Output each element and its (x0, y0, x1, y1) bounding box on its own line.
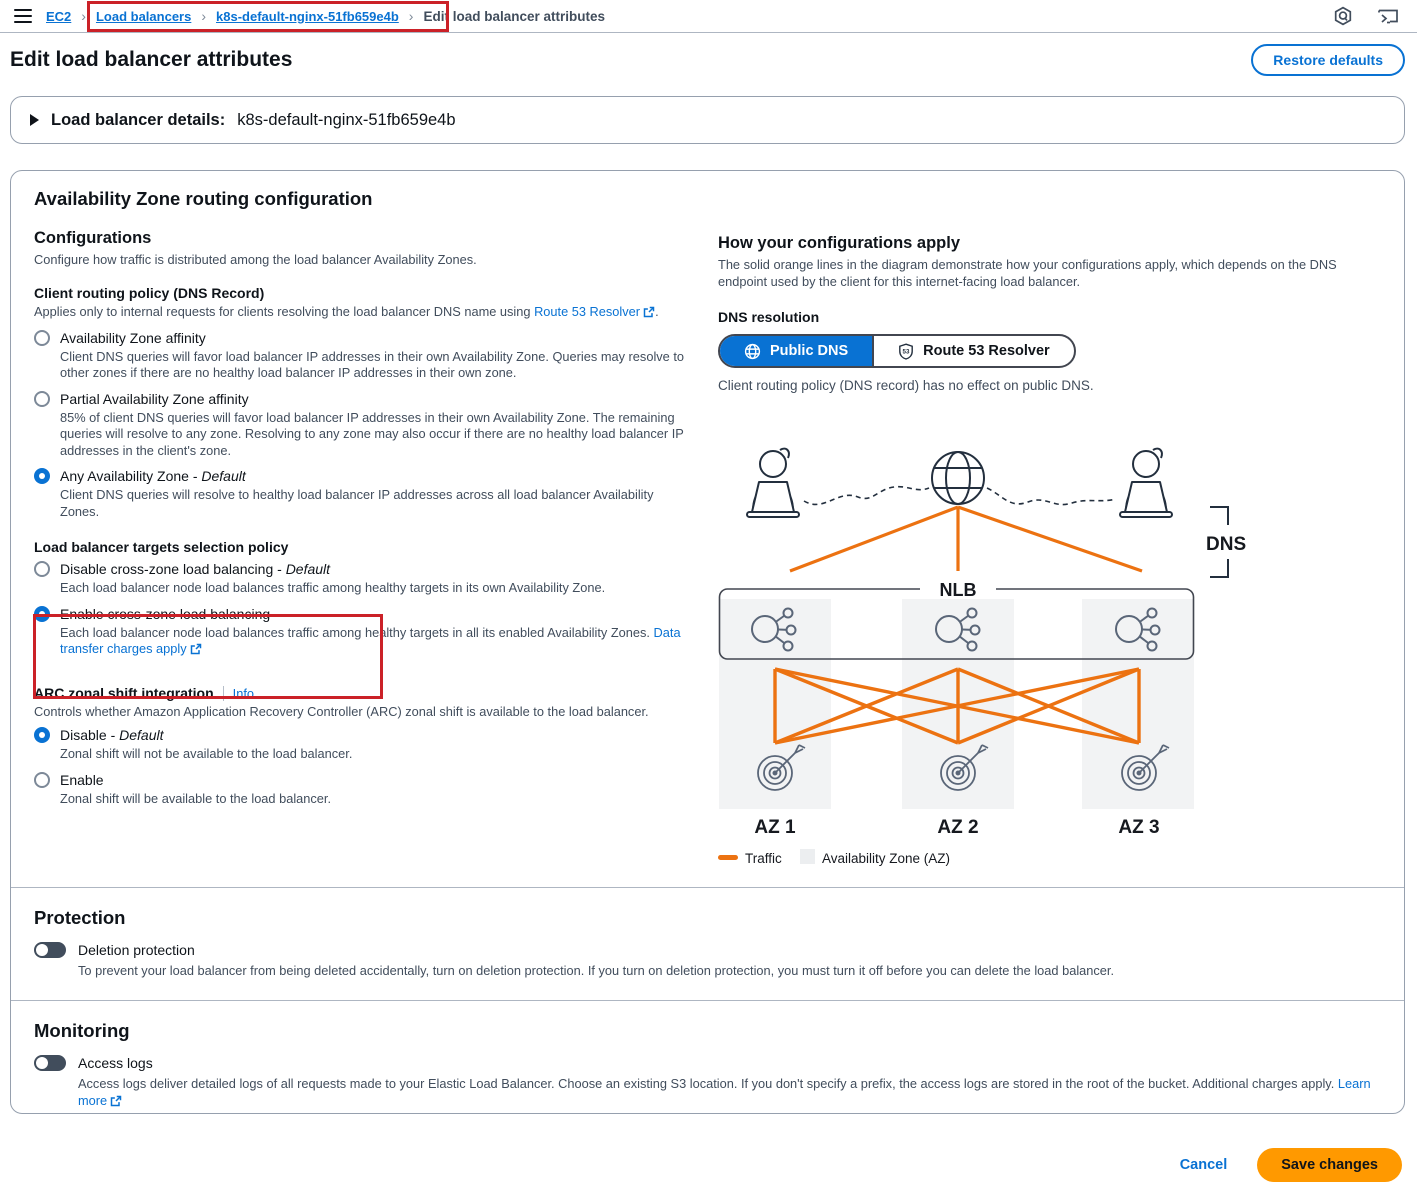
radio-option-any-az (34, 467, 689, 520)
option-description: Client DNS queries will favor load balancer IP addresses in their own Availability Zone. Queries may resolve to other zones if there are no healthy load balancer IP addresses in their own zone. (60, 348, 685, 380)
tab-public-dns[interactable] (720, 336, 872, 366)
option-label: Any Availability Zone - (60, 468, 202, 484)
option-label: Enable (60, 771, 104, 788)
breadcrumb (46, 8, 605, 24)
legend-az-swatch (800, 849, 815, 864)
deletion-protection-label: Deletion protection (78, 942, 195, 958)
option-label: Availability Zone affinity (60, 329, 206, 346)
external-link-icon (643, 306, 655, 318)
radio-option-arc-disable (34, 726, 689, 763)
console-top-bar (0, 0, 1417, 33)
breadcrumb-load-balancer-name[interactable]: k8s-default-nginx-51fb659e4b (216, 8, 399, 24)
az2-label: AZ 2 (937, 817, 979, 838)
radio-az-affinity[interactable] (34, 330, 50, 346)
breadcrumb-current-page: Edit load balancer attributes (423, 8, 606, 24)
radio-option-partial-az-affinity (34, 390, 689, 460)
option-description: Zonal shift will not be available to the load balancer. (60, 746, 353, 761)
radio-enable-cross-zone[interactable] (34, 606, 50, 622)
radio-option-enable-cross-zone (34, 605, 689, 658)
option-description: Client DNS queries will resolve to healthy load balancer IP addresses across all load balancer Availability Zones. (60, 487, 654, 519)
external-link-icon (190, 643, 202, 655)
configurations-description: Configure how traffic is distributed among the load balancer Availability Zones. (34, 252, 477, 267)
option-label: Disable cross-zone load balancing - (60, 561, 286, 577)
option-description: 85% of client DNS queries will favor load balancer IP addresses in their own Availability Zone. The remaining queries will resolve to any zone. Resolving to any zone may also occur if there are no healthy load balancer IP addresses in the client's zone. (60, 409, 684, 458)
radio-arc-disable[interactable] (34, 727, 50, 743)
radio-arc-enable[interactable] (34, 772, 50, 788)
legend-traffic-swatch (718, 855, 738, 860)
az3-label: AZ 3 (1118, 817, 1160, 838)
deletion-protection-toggle[interactable] (34, 942, 66, 958)
option-label-default: Default (285, 561, 331, 577)
public-dns-note: Client routing policy (DNS record) has no effect on public DNS. (718, 378, 1094, 393)
cloudshell-icon[interactable] (1377, 6, 1399, 26)
tab-route53-resolver[interactable] (872, 336, 1074, 366)
details-value: k8s-default-nginx-51fb659e4b (237, 110, 456, 129)
client-routing-policy-description (34, 304, 689, 321)
option-label: Enable cross-zone load balancing (60, 605, 271, 622)
monitoring-section (11, 1000, 1404, 1114)
page-title: Edit load balancer attributes (10, 48, 293, 71)
how-configurations-apply-title: How your configurations apply (718, 234, 961, 252)
internet-globe-icon (932, 452, 984, 504)
legend-az-label: Availability Zone (AZ) (822, 851, 951, 866)
nlb-label: NLB (939, 580, 977, 600)
external-link-icon (110, 1095, 122, 1107)
az-routing-title: Availability Zone routing configuration (34, 188, 373, 209)
arc-zonal-shift-label: ARC zonal shift integration (34, 684, 214, 701)
breadcrumb-load-balancers[interactable]: Load balancers (95, 8, 192, 24)
radio-any-az[interactable] (34, 468, 50, 484)
globe-icon (744, 343, 761, 360)
access-logs-description (78, 1075, 1381, 1109)
breadcrumb-separator: › (81, 8, 86, 24)
load-balancer-details-expander[interactable] (10, 96, 1405, 144)
cancel-button[interactable]: Cancel (1179, 1157, 1228, 1173)
learn-more-link[interactable]: Learn more (78, 1076, 1371, 1108)
radio-option-disable-cross-zone (34, 560, 689, 597)
az-routing-section (11, 171, 1404, 887)
form-actions (1180, 1148, 1402, 1182)
client-routing-desc-text: Applies only to internal requests for clients resolving the load balancer DNS name using (34, 304, 535, 319)
protection-title: Protection (34, 907, 126, 928)
how-configurations-apply-description: The solid orange lines in the diagram demonstrate how your configurations apply, which depends on the DNS endpoint used by the client for this internet-facing load balancer. (718, 257, 1337, 289)
configuration-diagram (718, 421, 1278, 881)
az1-label: AZ 1 (754, 817, 796, 838)
dns-resolution-segmented-control (718, 334, 1076, 368)
arc-info-link[interactable]: Info (223, 686, 254, 701)
amazon-q-icon[interactable] (1333, 6, 1353, 26)
access-logs-toggle[interactable] (34, 1055, 66, 1071)
access-logs-desc-text: Access logs deliver detailed logs of all requests made to your Elastic Load Balancer. Choose an existing S3 location. If you don't specify a prefix, the access logs are stored in the root of the bucket. Additional charges apply. (78, 1076, 1338, 1091)
details-label: Load balancer details: (51, 110, 226, 129)
route53-resolver-link[interactable]: Route 53 Resolver (534, 304, 641, 319)
save-changes-button[interactable]: Save changes (1257, 1148, 1402, 1182)
deletion-protection-description: To prevent your load balancer from being deleted accidentally, turn on deletion protection. If you turn on deletion protection, you must turn it off before you can delete the load balancer. (78, 963, 1115, 978)
protection-section (11, 887, 1404, 1000)
menu-icon[interactable] (14, 9, 32, 23)
user-laptop-icon (747, 449, 799, 517)
dns-diagram-label: DNS (1206, 534, 1247, 555)
monitoring-title: Monitoring (34, 1020, 130, 1041)
arc-description: Controls whether Amazon Application Recovery Controller (ARC) zonal shift is available to the load balancer. (34, 703, 649, 719)
svg-text:53: 53 (902, 348, 910, 356)
radio-option-az-affinity (34, 329, 689, 382)
data-transfer-charges-link[interactable]: Data transfer charges apply (60, 624, 681, 656)
option-description (60, 625, 689, 658)
option-description: Zonal shift will be available to the load balancer. (60, 790, 332, 806)
user-laptop-icon (1120, 449, 1172, 517)
option-label-default: Default (201, 468, 246, 484)
breadcrumb-ec2[interactable]: EC2 (46, 8, 72, 24)
option-label: Partial Availability Zone affinity (60, 390, 249, 407)
client-routing-policy-label: Client routing policy (DNS Record) (34, 285, 265, 301)
attributes-card (10, 170, 1405, 1114)
targets-policy-label: Load balancer targets selection policy (34, 539, 289, 555)
expander-caret-icon (30, 114, 39, 126)
legend-traffic-label: Traffic (745, 851, 782, 866)
client-routing-desc-period: . (655, 304, 659, 319)
restore-defaults-button[interactable]: Restore defaults (1251, 44, 1405, 76)
configurations-title: Configurations (34, 229, 152, 247)
option-description: Each load balancer node load balances traffic among healthy targets in its own Availability Zone. (60, 580, 606, 595)
option-label: Disable - (60, 727, 120, 743)
dns-traffic-lines (790, 507, 1142, 571)
tab-label: Public DNS (770, 343, 849, 359)
access-logs-label: Access logs (78, 1055, 153, 1071)
dns-resolution-label: DNS resolution (718, 309, 820, 325)
radio-partial-az-affinity[interactable] (34, 391, 50, 407)
breadcrumb-separator: › (201, 8, 207, 24)
breadcrumb-separator: › (408, 8, 414, 24)
radio-option-arc-enable (34, 771, 689, 808)
tab-label: Route 53 Resolver (923, 343, 1050, 359)
option-label-default: Default (119, 727, 164, 743)
route53-icon (898, 343, 914, 360)
option-desc-text: Each load balancer node load balances traffic among healthy targets in all its enabled Availability Zones. (60, 624, 654, 640)
radio-disable-cross-zone[interactable] (34, 561, 50, 577)
